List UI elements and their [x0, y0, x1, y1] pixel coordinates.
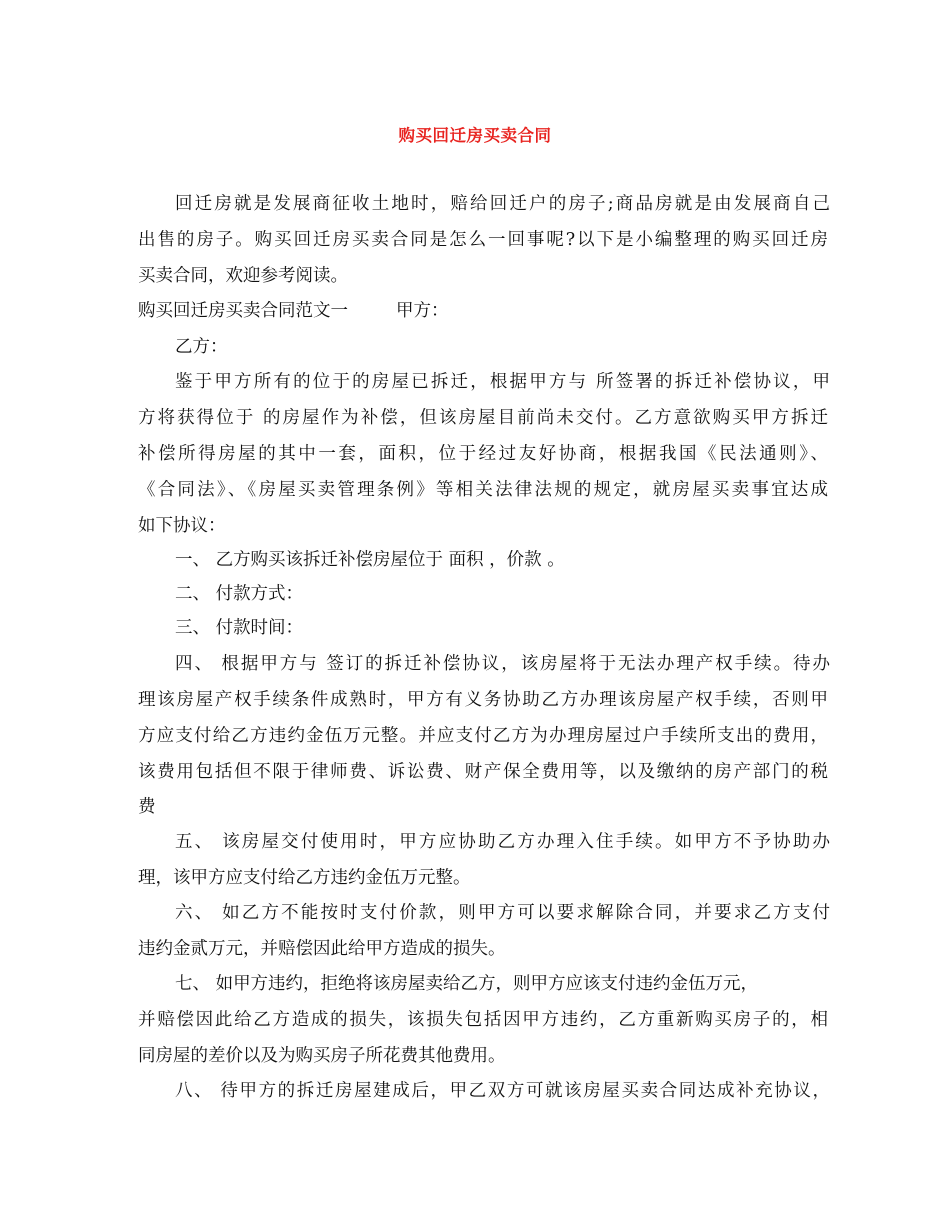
paragraph-line: 理该房屋产权手续条件成熟时，甲方有义务协助乙方办理该房屋产权手续，否则甲	[138, 690, 828, 710]
paragraph-line: 方将获得位于 的房屋作为补偿，但该房屋目前尚未交付。乙方意欲购买甲方拆迁	[138, 408, 828, 428]
party-a-label: 甲方：	[396, 301, 449, 321]
paragraph-line: 补偿所得房屋的其中一套，面积，位于经过友好协商，根据我国《民法通则》、	[138, 444, 828, 464]
party-b-label: 乙方：	[175, 337, 228, 357]
paragraph-line: 同房屋的差价以及为购买房子所花费其他费用。	[138, 1046, 506, 1066]
clause-4: 四、 根据甲方与 签订的拆迁补偿协议，该房屋将于无法办理产权手续。待办	[175, 654, 830, 674]
section-heading-line	[138, 300, 828, 322]
paragraph-line: 回迁房就是发展商征收土地时，赔给回迁户的房子;商品房就是由发展商自己	[175, 194, 830, 214]
paragraph-line: 鉴于甲方所有的位于的房屋已拆迁，根据甲方与 所签署的拆迁补偿协议，甲	[175, 372, 830, 392]
paragraph-line: 该费用包括但不限于律师费、诉讼费、财产保全费用等，以及缴纳的房产部门的税	[138, 762, 828, 782]
clause-1: 一、 乙方购买该拆迁补偿房屋位于 面积 ，价款 。	[175, 550, 565, 570]
paragraph-line: 理，该甲方应支付给乙方违约金伍万元整。	[138, 868, 471, 888]
clause-7: 七、 如甲方违约，拒绝将该房屋卖给乙方，则甲方应该支付违约金伍万元，	[175, 974, 759, 994]
clause-6: 六、 如乙方不能按时支付价款，则甲方可以要求解除合同，并要求乙方支付	[175, 903, 830, 923]
clause-2: 二、 付款方式：	[175, 584, 304, 604]
paragraph-line: 《合同法》、《房屋买卖管理条例》等相关法律法规的规定，就房屋买卖事宜达成	[138, 480, 828, 500]
clause-3: 三、 付款时间：	[175, 618, 304, 638]
paragraph-line: 费	[138, 797, 156, 817]
paragraph-line: 如下协议：	[138, 516, 226, 536]
paragraph-line: 方应支付给乙方违约金伍万元整。并应支付乙方为办理房屋过户手续所支出的费用，	[138, 726, 828, 746]
paragraph-line: 并赔偿因此给乙方造成的损失，该损失包括因甲方违约，乙方重新购买房子的，相	[138, 1010, 828, 1030]
clause-8: 八、 待甲方的拆迁房屋建成后，甲乙双方可就该房屋买卖合同达成补充协议，	[175, 1081, 830, 1101]
paragraph-line: 出售的房子。购买回迁房买卖合同是怎么一回事呢?以下是小编整理的购买回迁房	[138, 230, 828, 250]
document-title: 购买回迁房买卖合同	[398, 126, 552, 145]
paragraph-line: 违约金贰万元，并赔偿因此给甲方造成的损失。	[138, 939, 506, 959]
paragraph-line: 买卖合同，欢迎参考阅读。	[138, 266, 348, 286]
clause-5: 五、 该房屋交付使用时，甲方应协助乙方办理入住手续。如甲方不予协助办	[175, 832, 830, 852]
section-heading: 购买回迁房买卖合同范文一	[138, 301, 348, 321]
